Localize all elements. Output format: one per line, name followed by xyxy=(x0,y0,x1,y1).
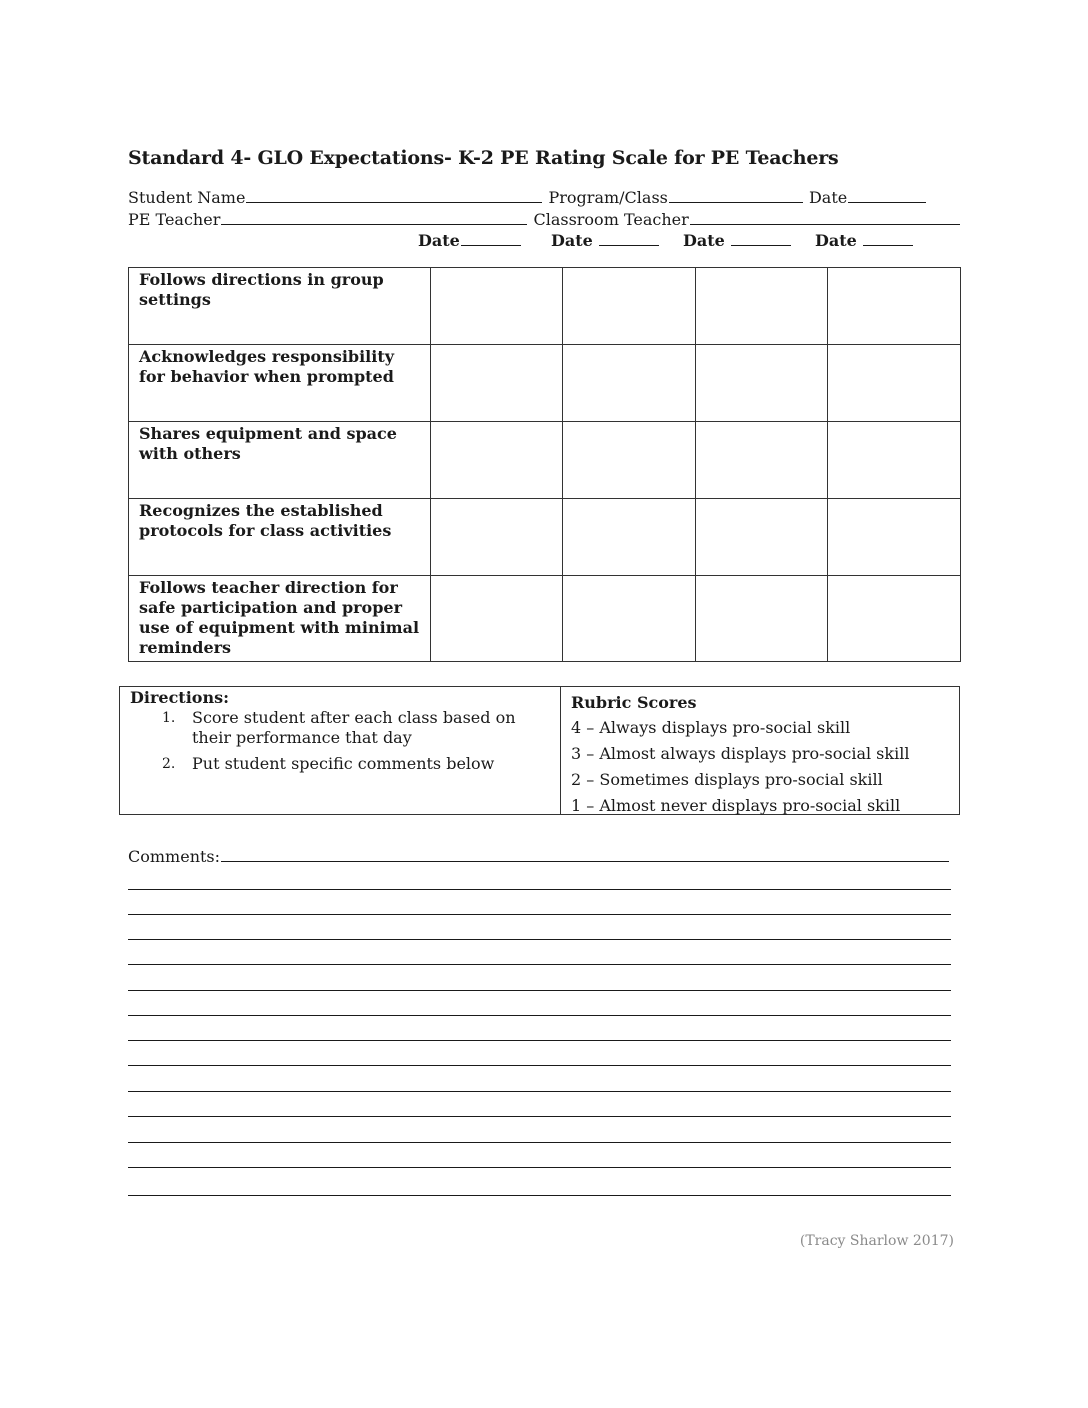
list-text: Put student specific comments below xyxy=(192,754,495,773)
rating-cell[interactable] xyxy=(828,345,961,422)
date-blank[interactable] xyxy=(848,188,926,203)
date-blank-4[interactable] xyxy=(863,231,913,246)
directions-rubric-box xyxy=(119,686,960,815)
rubric-item: 4 – Always displays pro-social skill xyxy=(571,718,851,737)
rating-cell[interactable] xyxy=(430,422,563,499)
program-class-blank[interactable] xyxy=(669,188,803,203)
table-row xyxy=(129,345,961,422)
criterion-label: Follows teacher direction for safe participation and proper use of equipment with minimal reminders xyxy=(129,576,431,662)
rubric-panel xyxy=(561,687,959,814)
rating-cell[interactable] xyxy=(563,499,696,576)
date-header-3: Date xyxy=(683,230,792,252)
rating-cell[interactable] xyxy=(563,268,696,345)
comment-line[interactable] xyxy=(128,990,951,991)
date-label: Date xyxy=(808,188,848,207)
rating-table xyxy=(128,267,961,662)
directions-list xyxy=(130,708,560,774)
rating-cell[interactable] xyxy=(563,422,696,499)
date-header-2: Date xyxy=(551,230,660,252)
rubric-item: 2 – Sometimes displays pro-social skill xyxy=(571,770,883,789)
pe-teacher-label: PE Teacher xyxy=(128,210,221,229)
rating-cell[interactable] xyxy=(695,576,828,662)
student-name-blank[interactable] xyxy=(246,188,542,203)
list-number: 1. xyxy=(162,710,176,726)
rating-cell[interactable] xyxy=(828,499,961,576)
comment-line[interactable] xyxy=(128,1167,951,1168)
page-title: Standard 4- GLO Expectations- K-2 PE Rating Scale for PE Teachers xyxy=(128,147,839,169)
rating-cell[interactable] xyxy=(828,576,961,662)
student-name-label: Student Name xyxy=(128,188,246,207)
comment-line[interactable] xyxy=(128,1015,951,1016)
comment-line[interactable] xyxy=(128,889,951,890)
comment-line[interactable] xyxy=(128,964,951,965)
rubric-item: 3 – Almost always displays pro-social skill xyxy=(571,744,910,763)
comment-line[interactable] xyxy=(128,1116,951,1117)
date-blank-1[interactable] xyxy=(461,231,521,246)
list-text: Score student after each class based on their performance that day xyxy=(192,708,516,747)
rating-cell[interactable] xyxy=(695,499,828,576)
criterion-label: Follows directions in group settings xyxy=(129,268,431,345)
list-item xyxy=(130,754,560,774)
date-blank-3[interactable] xyxy=(731,231,791,246)
directions-panel xyxy=(120,687,561,814)
table-row xyxy=(129,268,961,345)
date-header-1: Date xyxy=(418,230,522,252)
comment-line[interactable] xyxy=(128,1195,951,1196)
list-number: 2. xyxy=(162,756,176,772)
criterion-label: Recognizes the established protocols for class activities xyxy=(129,499,431,576)
rating-cell[interactable] xyxy=(695,268,828,345)
comments-label-row xyxy=(128,846,950,868)
comment-line[interactable] xyxy=(128,1065,951,1066)
rating-cell[interactable] xyxy=(563,576,696,662)
comment-line[interactable] xyxy=(128,914,951,915)
comment-line[interactable] xyxy=(128,1040,951,1041)
rating-cell[interactable] xyxy=(430,499,563,576)
rating-cell[interactable] xyxy=(828,268,961,345)
criterion-label: Acknowledges responsibility for behavior when prompted xyxy=(129,345,431,422)
comments-label: Comments: xyxy=(128,847,221,866)
date-blank-2[interactable] xyxy=(599,231,659,246)
classroom-teacher-blank[interactable] xyxy=(690,210,960,225)
list-item xyxy=(130,708,560,748)
rubric-item: 1 – Almost never displays pro-social skill xyxy=(571,796,901,815)
table-row xyxy=(129,499,961,576)
comment-line[interactable] xyxy=(221,847,949,862)
table-row xyxy=(129,422,961,499)
classroom-teacher-label: Classroom Teacher xyxy=(533,210,689,229)
table-row xyxy=(129,576,961,662)
rubric-heading: Rubric Scores xyxy=(571,693,697,712)
header-fields-row-2 xyxy=(128,209,961,231)
criterion-label: Shares equipment and space with others xyxy=(129,422,431,499)
rating-cell[interactable] xyxy=(563,345,696,422)
rating-cell[interactable] xyxy=(430,268,563,345)
comment-line[interactable] xyxy=(128,1091,951,1092)
author-credit: (Tracy Sharlow 2017) xyxy=(799,1233,954,1249)
date-header-4: Date xyxy=(815,230,914,252)
directions-heading: Directions: xyxy=(130,688,229,707)
rating-cell[interactable] xyxy=(695,422,828,499)
header-fields-row-1 xyxy=(128,187,927,209)
rating-cell[interactable] xyxy=(430,576,563,662)
rating-cell[interactable] xyxy=(430,345,563,422)
comment-line[interactable] xyxy=(128,1142,951,1143)
rating-cell[interactable] xyxy=(695,345,828,422)
rating-cell[interactable] xyxy=(828,422,961,499)
comment-line[interactable] xyxy=(128,939,951,940)
program-class-label: Program/Class xyxy=(548,188,668,207)
pe-teacher-blank[interactable] xyxy=(221,210,527,225)
